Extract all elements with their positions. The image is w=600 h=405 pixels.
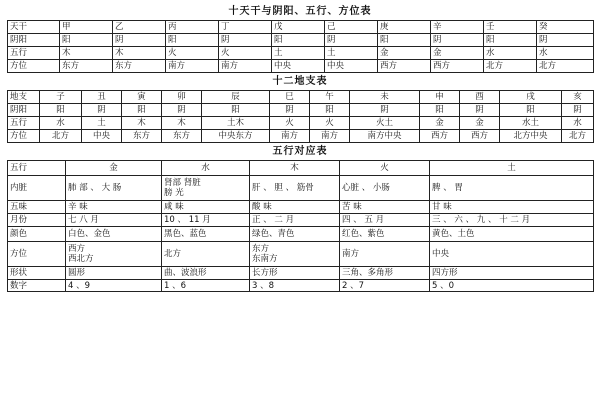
table-row <box>8 104 594 117</box>
table-cell: 阴 <box>537 34 594 47</box>
table-cell: 寅 <box>122 91 162 104</box>
table-cell: 10 、 11 月 <box>162 214 250 227</box>
table-cell: 土 <box>430 161 594 176</box>
table-cell: 阴阳 <box>8 34 60 47</box>
table-cell: 火 <box>219 47 272 60</box>
table-cell: 土 <box>272 47 325 60</box>
table-cell: 北方 <box>40 130 82 143</box>
table-cell: 南方 <box>340 242 430 267</box>
table-row <box>8 91 594 104</box>
table-cell: 火 <box>166 47 219 60</box>
table-cell: 火 <box>270 117 310 130</box>
table-cell: 四方形 <box>430 267 594 280</box>
table-cell: 绿色、青色 <box>250 227 340 242</box>
table-cell: 南方 <box>310 130 350 143</box>
table-cell: 阳 <box>272 34 325 47</box>
table-cell: 北方 <box>537 60 594 73</box>
table-cell: 东方 <box>162 130 202 143</box>
table-cell: 南方 <box>219 60 272 73</box>
table-cell: 脾 、 胃 <box>430 176 594 201</box>
table-cell: 方位 <box>8 242 66 267</box>
table-cell: 正 、 二 月 <box>250 214 340 227</box>
table-cell: 东方 <box>60 60 113 73</box>
table-cell: 阳 <box>500 104 562 117</box>
table-cell: 曲、波浪形 <box>162 267 250 280</box>
table-cell: 天干 <box>8 21 60 34</box>
table-cell: 四 、 五 月 <box>340 214 430 227</box>
table-cell: 五行 <box>8 47 60 60</box>
table-cell: 木 <box>162 117 202 130</box>
table1-title: 十天干与阴阳、五行、方位表 <box>228 6 372 17</box>
table-row <box>8 60 594 73</box>
table-cell: 阳 <box>40 104 82 117</box>
table-cell: 心脏 、 小肠 <box>340 176 430 201</box>
cell-line: 东方 <box>252 244 270 254</box>
table-cell: 火 <box>310 117 350 130</box>
table-cell: 阴 <box>350 104 420 117</box>
table-cell <box>250 242 340 267</box>
table-cell: 土 <box>82 117 122 130</box>
table-cell: 卯 <box>162 91 202 104</box>
table-cell: 5 、0 <box>430 280 594 292</box>
table-cell: 丑 <box>82 91 122 104</box>
table-cell: 壬 <box>484 21 537 34</box>
cell-line: 膀 光 <box>164 188 184 198</box>
table-cell: 东方 <box>113 60 166 73</box>
table-cell: 阴 <box>431 34 484 47</box>
table-cell: 五味 <box>8 201 66 214</box>
table-cell: 酸 味 <box>250 201 340 214</box>
table-cell: 火土 <box>350 117 420 130</box>
table-cell: 黑色、蓝色 <box>162 227 250 242</box>
table-cell: 阳 <box>310 104 350 117</box>
table-cell: 阴 <box>460 104 500 117</box>
table-cell <box>162 176 250 201</box>
table-row <box>8 280 594 292</box>
table-cell: 辰 <box>202 91 270 104</box>
table-cell: 西方 <box>378 60 431 73</box>
table-cell: 阴 <box>82 104 122 117</box>
cell-line: 肾部 肾脏 <box>164 178 201 188</box>
table-cell: 金 <box>378 47 431 60</box>
table-cell: 阴 <box>219 34 272 47</box>
table-cell: 水 <box>484 47 537 60</box>
table-cell: 肝 、 胆 、 筋骨 <box>250 176 340 201</box>
table-cell: 西方 <box>460 130 500 143</box>
table-cell: 亥 <box>562 91 594 104</box>
table-cell: 阳 <box>484 34 537 47</box>
table-cell: 癸 <box>537 21 594 34</box>
table-cell: 丙 <box>166 21 219 34</box>
table-cell: 阳 <box>378 34 431 47</box>
table-cell: 中央 <box>430 242 594 267</box>
document-page <box>7 5 593 395</box>
table-cell: 木 <box>250 161 340 176</box>
table-cell: 地支 <box>8 91 40 104</box>
table-cell: 阴 <box>270 104 310 117</box>
table-cell: 中央 <box>272 60 325 73</box>
table-cell: 土木 <box>202 117 270 130</box>
table-cell: 戊 <box>272 21 325 34</box>
table-cell: 阳 <box>166 34 219 47</box>
table-cell: 1 、6 <box>162 280 250 292</box>
table-row <box>8 242 594 267</box>
table-cell: 水 <box>162 161 250 176</box>
table-row <box>8 201 594 214</box>
table-cell: 阴阳 <box>8 104 40 117</box>
cell-line: 东南方 <box>252 254 278 264</box>
table-cell: 形状 <box>8 267 66 280</box>
table-cell: 咸 味 <box>162 201 250 214</box>
table-cell: 水 <box>40 117 82 130</box>
table-cell: 金 <box>66 161 162 176</box>
heavenly-stems-table <box>7 20 594 73</box>
earthly-branches-table <box>7 90 594 143</box>
table-cell: 七 八 月 <box>66 214 162 227</box>
table-cell: 南方中央 <box>350 130 420 143</box>
table-cell: 辛 <box>431 21 484 34</box>
table-row <box>8 117 594 130</box>
table-cell: 圆形 <box>66 267 162 280</box>
table-cell: 北方 <box>484 60 537 73</box>
table-row <box>8 130 594 143</box>
table-row <box>8 214 594 227</box>
table-cell: 数字 <box>8 280 66 292</box>
table-cell: 阴 <box>325 34 378 47</box>
table-cell: 3 、8 <box>250 280 340 292</box>
table-cell: 木 <box>122 117 162 130</box>
cell-line: 西方 <box>68 244 86 254</box>
table-cell: 火 <box>340 161 430 176</box>
table-cell: 红色、紫色 <box>340 227 430 242</box>
table-row <box>8 161 594 176</box>
table-cell: 阳 <box>60 34 113 47</box>
five-elements-table <box>7 160 594 292</box>
table-cell: 三 、 六 、 九 、 十 二 月 <box>430 214 594 227</box>
table-row <box>8 34 594 47</box>
table-cell <box>66 242 162 267</box>
table-cell: 东方 <box>122 130 162 143</box>
table-cell: 未 <box>350 91 420 104</box>
table-cell: 中央东方 <box>202 130 270 143</box>
table3-title: 五行对应表 <box>272 146 328 157</box>
table-cell: 中央 <box>325 60 378 73</box>
table-cell: 庚 <box>378 21 431 34</box>
table-cell: 阴 <box>162 104 202 117</box>
table-cell: 巳 <box>270 91 310 104</box>
table-cell: 方位 <box>8 60 60 73</box>
table-cell: 南方 <box>166 60 219 73</box>
table-cell: 肺 部 、 大 肠 <box>66 176 162 201</box>
table-cell: 苦 味 <box>340 201 430 214</box>
table-cell: 黄色、土色 <box>430 227 594 242</box>
table-cell: 月份 <box>8 214 66 227</box>
table-cell: 阴 <box>562 104 594 117</box>
table-row <box>8 227 594 242</box>
table-cell: 南方 <box>270 130 310 143</box>
cell-line: 西北方 <box>68 254 94 264</box>
table-cell: 金 <box>420 117 460 130</box>
table-cell: 西方 <box>420 130 460 143</box>
table-cell: 阳 <box>202 104 270 117</box>
table-cell: 水 <box>562 117 594 130</box>
table-cell: 白色、金色 <box>66 227 162 242</box>
table-cell: 五行 <box>8 161 66 176</box>
table-cell: 内脏 <box>8 176 66 201</box>
table-cell: 辛 味 <box>66 201 162 214</box>
table-cell: 甘 味 <box>430 201 594 214</box>
table-cell: 申 <box>420 91 460 104</box>
table-row <box>8 176 594 201</box>
table-cell: 甲 <box>60 21 113 34</box>
table-cell: 长方形 <box>250 267 340 280</box>
table-cell: 北方中央 <box>500 130 562 143</box>
table-cell: 丁 <box>219 21 272 34</box>
table-cell: 水土 <box>500 117 562 130</box>
table-cell: 土 <box>325 47 378 60</box>
table-cell: 子 <box>40 91 82 104</box>
table-cell: 酉 <box>460 91 500 104</box>
table-cell: 2 、7 <box>340 280 430 292</box>
table-row <box>8 47 594 60</box>
table-cell: 戌 <box>500 91 562 104</box>
table-cell: 己 <box>325 21 378 34</box>
table-cell: 颜色 <box>8 227 66 242</box>
table2-title: 十二地支表 <box>272 76 328 87</box>
table-cell: 水 <box>537 47 594 60</box>
table-cell: 西方 <box>431 60 484 73</box>
table-cell: 金 <box>431 47 484 60</box>
table-cell: 三角、多角形 <box>340 267 430 280</box>
table-cell: 方位 <box>8 130 40 143</box>
table-cell: 阳 <box>122 104 162 117</box>
table-cell: 北方 <box>162 242 250 267</box>
table-cell: 午 <box>310 91 350 104</box>
table-cell: 阴 <box>113 34 166 47</box>
table-row <box>8 267 594 280</box>
table-cell: 木 <box>113 47 166 60</box>
table-cell: 金 <box>460 117 500 130</box>
table-cell: 阳 <box>420 104 460 117</box>
table-cell: 五行 <box>8 117 40 130</box>
table-cell: 北方 <box>562 130 594 143</box>
table-cell: 木 <box>60 47 113 60</box>
table-cell: 4 、9 <box>66 280 162 292</box>
table-cell: 中央 <box>82 130 122 143</box>
table-row <box>8 21 594 34</box>
table-cell: 乙 <box>113 21 166 34</box>
